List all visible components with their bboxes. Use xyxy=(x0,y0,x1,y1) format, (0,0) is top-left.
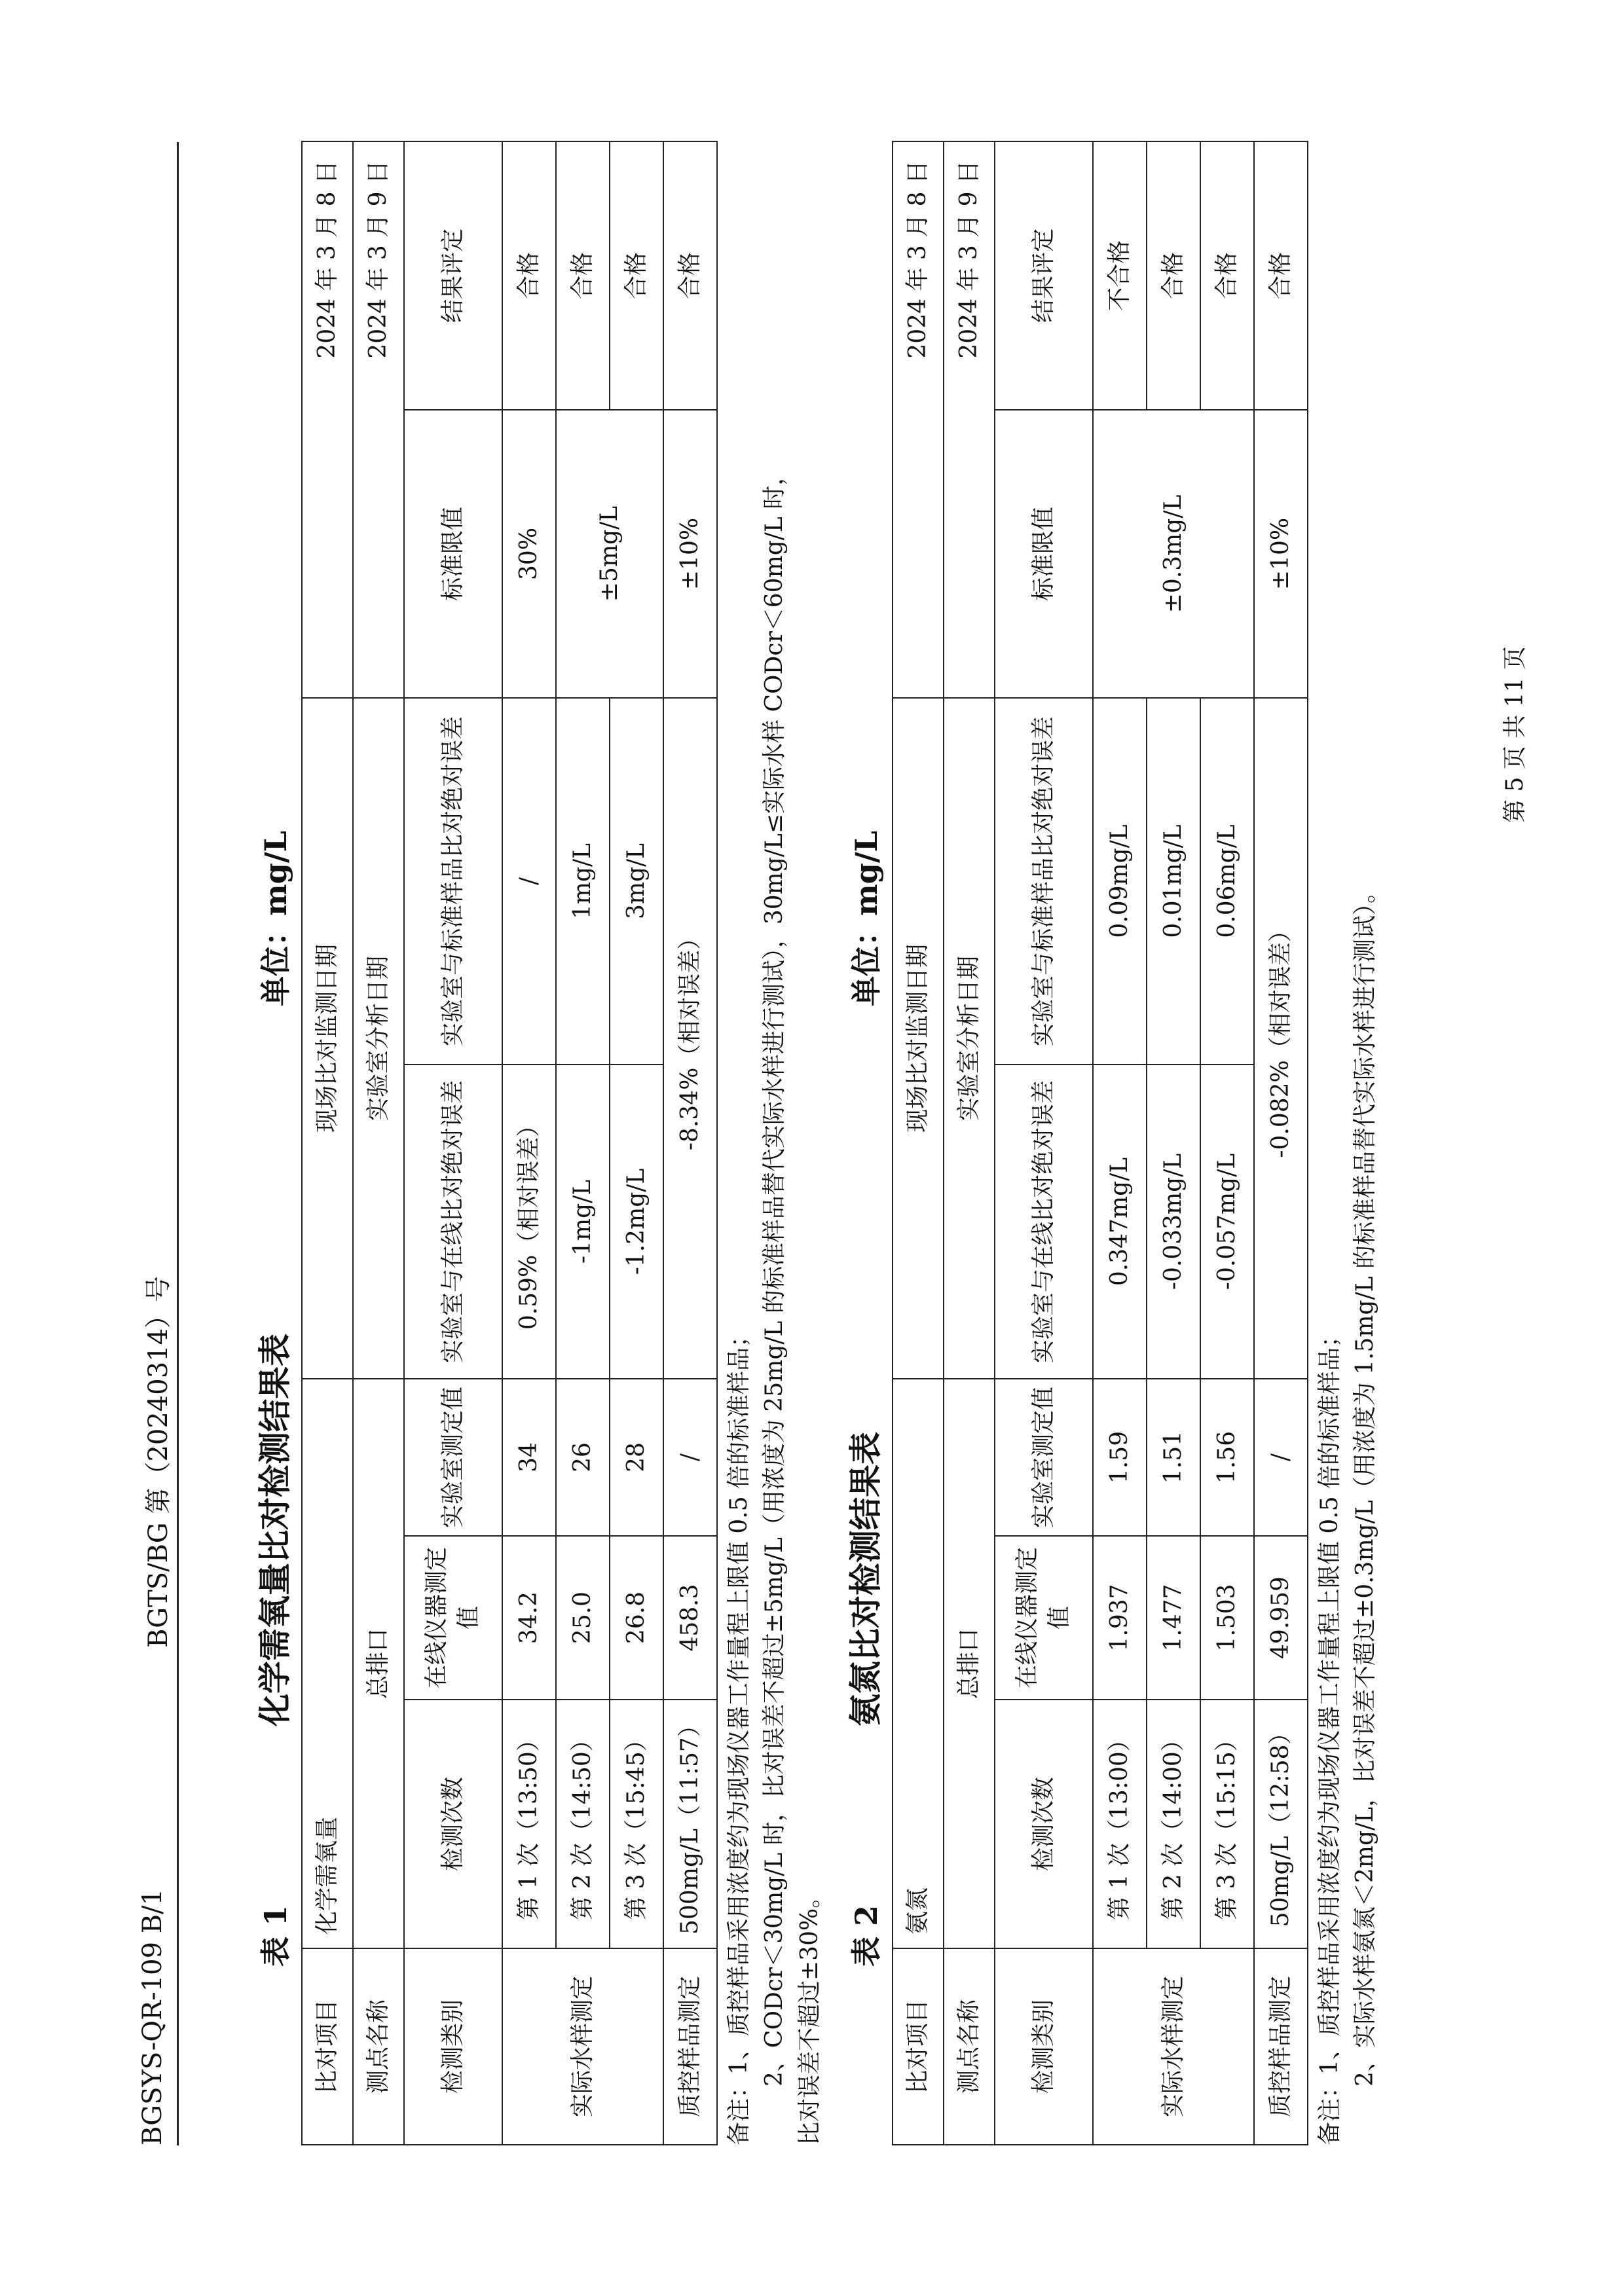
lab-date-value: 2024 年 3 月 9 日 xyxy=(353,141,404,698)
table2-notes xyxy=(1312,142,1383,2145)
times-cell: 第 3 次（15:15） xyxy=(1200,1700,1254,1948)
table-row xyxy=(502,141,556,2145)
table-row xyxy=(556,141,610,2145)
form-code: BGSYS-QR-109 B/1 xyxy=(138,1888,168,2145)
result-cell: 合格 xyxy=(1254,141,1308,410)
diff-std-cell: 1mg/L xyxy=(556,698,610,1065)
lab-cell: 26 xyxy=(556,1379,610,1536)
col-header: 实验室与在线比对绝对误差 xyxy=(995,1065,1093,1379)
point-value: 总排口 xyxy=(944,1379,995,1948)
diff-online-cell: -0.033mg/L xyxy=(1147,1065,1200,1379)
limit-cell: 30% xyxy=(502,410,556,698)
online-cell: 26.8 xyxy=(610,1536,663,1700)
item-value: 化学需氧量 xyxy=(302,1379,353,1948)
times-cell: 第 3 次（15:45） xyxy=(610,1700,663,1948)
item-value: 氨氮 xyxy=(893,1379,944,1948)
diff-std-cell: 3mg/L xyxy=(610,698,663,1065)
result-cell: 合格 xyxy=(556,141,610,410)
table2 xyxy=(892,141,1308,2145)
item-label: 比对项目 xyxy=(302,1948,353,2145)
times-cell: 第 2 次（14:00） xyxy=(1147,1700,1200,1948)
limit-cell: ±10% xyxy=(1254,410,1308,698)
table-row xyxy=(663,141,717,2145)
result-cell: 合格 xyxy=(1147,141,1200,410)
col-header: 检测次数 xyxy=(995,1700,1093,1948)
table2-number: 表 2 xyxy=(849,1904,884,1967)
diff-online-cell: 0.59%（相对误差） xyxy=(502,1065,556,1379)
note-line: 备注：1、质控样品采用浓度约为现场仪器工作量程上限值 0.5 倍的标准样品； xyxy=(726,1323,752,2145)
report-number: BGTS/BG 第（20240314）号 xyxy=(143,1275,174,1648)
online-cell: 25.0 xyxy=(556,1536,610,1700)
diff-std-cell: / xyxy=(502,698,556,1065)
diff-online-cell: -1.2mg/L xyxy=(610,1065,663,1379)
online-cell: 49.959 xyxy=(1254,1536,1308,1700)
limit-cell: ±0.3mg/L xyxy=(1093,410,1254,698)
online-cell: 458.3 xyxy=(663,1536,717,1700)
point-label: 测点名称 xyxy=(353,1948,404,2145)
diff-online-cell: 0.347mg/L xyxy=(1093,1065,1147,1379)
lab-date-label: 实验室分析日期 xyxy=(944,698,995,1379)
col-header: 在线仪器测定值 xyxy=(995,1536,1093,1700)
site-date-label: 现场比对监测日期 xyxy=(893,698,944,1379)
col-header: 实验室与在线比对绝对误差 xyxy=(404,1065,502,1379)
table1-number: 表 1 xyxy=(258,1904,293,1967)
table1-unit: 单位：mg/L xyxy=(258,831,293,1006)
diff-std-cell: 0.09mg/L xyxy=(1093,698,1147,1065)
table1 xyxy=(301,141,718,2145)
online-cell: 34.2 xyxy=(502,1536,556,1700)
col-header: 检测次数 xyxy=(404,1700,502,1948)
page-number: 第 5 页 共 11 页 xyxy=(1502,646,1528,823)
site-date-value: 2024 年 3 月 8 日 xyxy=(302,141,353,698)
diff-online-cell: -0.057mg/L xyxy=(1200,1065,1254,1379)
col-header: 实验室测定值 xyxy=(404,1379,502,1536)
page-content xyxy=(249,142,1395,2145)
lab-cell: 1.59 xyxy=(1093,1379,1147,1536)
note-line: 备注：1、质控样品采用浓度约为现场仪器工作量程上限值 0.5 倍的标准样品； xyxy=(1316,1323,1343,2145)
times-cell: 第 1 次（13:50） xyxy=(502,1700,556,1948)
online-cell: 1.503 xyxy=(1200,1536,1254,1700)
col-header: 实验室与标准样品比对绝对误差 xyxy=(995,698,1093,1065)
lab-date-value: 2024 年 3 月 9 日 xyxy=(944,141,995,698)
point-label: 测点名称 xyxy=(944,1948,995,2145)
table2-heading xyxy=(840,142,892,2145)
diff-cell: -0.082%（相对误差） xyxy=(1254,698,1308,1379)
col-header: 实验室测定值 xyxy=(995,1379,1093,1536)
note-line: 比对误差不超过±30%。 xyxy=(796,1884,823,2145)
table-row xyxy=(1254,141,1308,2145)
diff-std-cell: 0.06mg/L xyxy=(1200,698,1254,1065)
lab-cell: / xyxy=(1254,1379,1308,1536)
result-cell: 不合格 xyxy=(1093,141,1147,410)
lab-cell: 34 xyxy=(502,1379,556,1536)
limit-cell: ±10% xyxy=(663,410,717,698)
result-cell: 合格 xyxy=(1200,141,1254,410)
col-header: 结果评定 xyxy=(995,141,1093,410)
result-cell: 合格 xyxy=(663,141,717,410)
times-cell: 第 2 次（14:50） xyxy=(556,1700,610,1948)
lab-cell: 28 xyxy=(610,1379,663,1536)
col-header: 标准限值 xyxy=(995,410,1093,698)
online-cell: 1.477 xyxy=(1147,1536,1200,1700)
limit-cell: ±5mg/L xyxy=(556,410,663,698)
lab-cell: / xyxy=(663,1379,717,1536)
online-cell: 1.937 xyxy=(1093,1536,1147,1700)
col-header: 检测类别 xyxy=(995,1948,1093,2145)
note-line: 2、实际水样氨氮＜2mg/L，比对误差不超过±0.3mg/L（用浓度为 1.5mg/L 的标准样品替代实际水样进行测试）。 xyxy=(1352,879,1378,2086)
times-cell: 第 1 次（13:00） xyxy=(1093,1700,1147,1948)
result-cell: 合格 xyxy=(610,141,663,410)
table1-title: 化学需氧量比对检测结果表 xyxy=(255,1334,294,1726)
diff-std-cell: 0.01mg/L xyxy=(1147,698,1200,1065)
col-header: 检测类别 xyxy=(404,1948,502,2145)
diff-cell: -8.34%（相对误差） xyxy=(663,698,717,1379)
category-cell: 实际水样测定 xyxy=(502,1948,663,2145)
category-cell: 实际水样测定 xyxy=(1093,1948,1254,2145)
site-date-label: 现场比对监测日期 xyxy=(302,698,353,1379)
lab-date-label: 实验室分析日期 xyxy=(353,698,404,1379)
site-date-value: 2024 年 3 月 8 日 xyxy=(893,141,944,698)
lab-cell: 1.51 xyxy=(1147,1379,1200,1536)
lab-cell: 1.56 xyxy=(1200,1379,1254,1536)
diff-online-cell: -1mg/L xyxy=(556,1065,610,1379)
table2-title: 氨氮比对检测结果表 xyxy=(846,1432,885,1726)
result-cell: 合格 xyxy=(502,141,556,410)
col-header: 实验室与标准样品比对绝对误差 xyxy=(404,698,502,1065)
header-rule xyxy=(177,142,179,2145)
table1-notes xyxy=(722,142,828,2145)
col-header: 标准限值 xyxy=(404,410,502,698)
times-cell: 500mg/L（11:57） xyxy=(663,1700,717,1948)
point-value: 总排口 xyxy=(353,1379,404,1948)
table1-heading xyxy=(249,142,301,2145)
item-label: 比对项目 xyxy=(893,1948,944,2145)
col-header: 结果评定 xyxy=(404,141,502,410)
note-line: 2、CODcr＜30mg/L 时，比对误差不超过±5mg/L（用浓度为 25mg/L 的标准样品替代实际水样进行测试），30mg/L≤实际水样 CODcr＜60mg/L 时， xyxy=(761,462,788,2086)
category-cell: 质控样品测定 xyxy=(663,1948,717,2145)
col-header: 在线仪器测定值 xyxy=(404,1536,502,1700)
times-cell: 50mg/L（12:58） xyxy=(1254,1700,1308,1948)
table2-unit: 单位：mg/L xyxy=(849,831,884,1006)
table-row xyxy=(1093,141,1147,2145)
category-cell: 质控样品测定 xyxy=(1254,1948,1308,2145)
